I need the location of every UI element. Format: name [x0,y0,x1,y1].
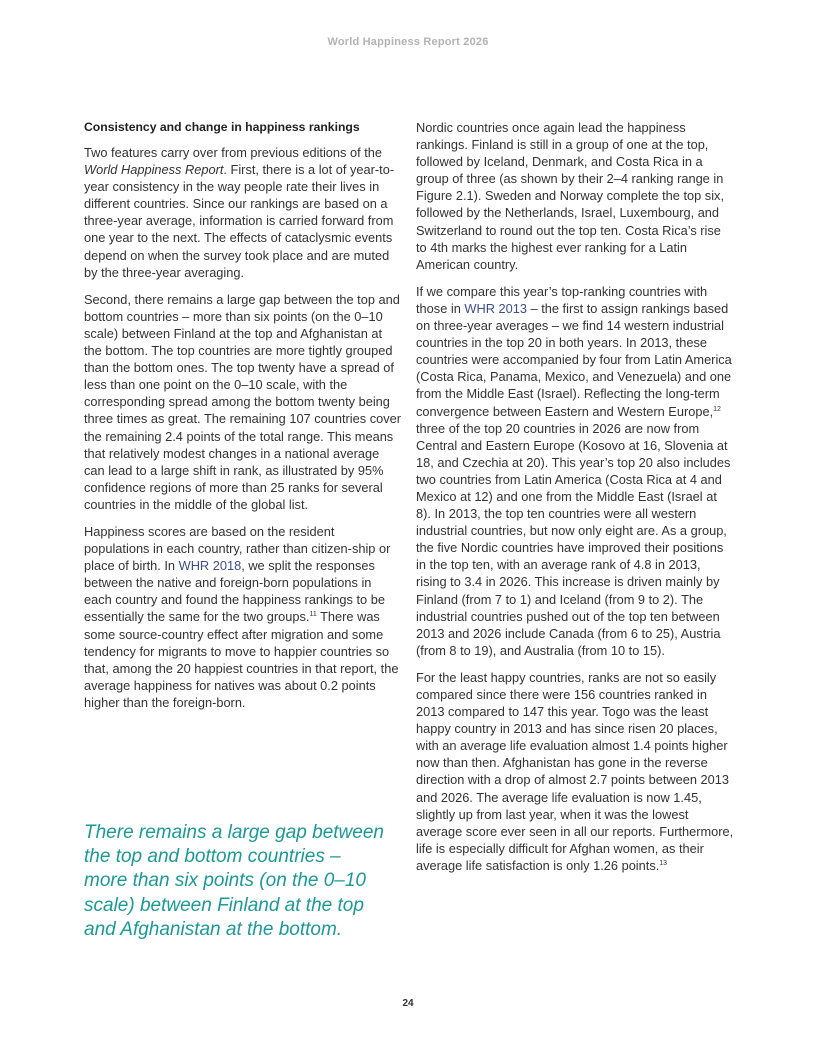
paragraph-5-text-cont: three of the top 20 countries in 2026 are now from Central and Eastern Europe (Kosovo at 16, Slovenia at 18, and Czechia at 20). This year’s top 20 also includes two countries from Latin America (Costa Rica at 4 and Mexico at 12) and one from the Middle East (Israel at 8). In 2013, the top ten countries were all western industrial countries, but now only eight are. As a group, the five Nordic countries have improved their positions in the top ten, with an average rank of 4.8 in 2013, rising to 3.4 in 2026. This increase is driven mainly by Finland (from 7 to 1) and Iceland (from 9 to 2). The industrial countries pushed out of the top ten between 2013 and 2026 include Canada (from 6 to 25), Austria (from 8 to 19), and Australia (from 10 to 15). [416,420,731,658]
paragraph-3-text-mid: , we split the responses between the native and foreign-born populations in each country and found the happiness rankings to be essentially the same for the two groups. [84,558,385,625]
report-title-italic: World Happiness Report [84,162,224,178]
paragraph-4: Nordic countries once again lead the happiness rankings. Finland is still in a group of one at the top, followed by Iceland, Denmark, and Costa Rica in a group of three (as shown by their 2–4 ranking range in Figure 2.1). Sweden and Norway complete the top six, followed by the Netherlands, Israel, Luxembourg, and Switzerland to round out the top ten. Costa Rica’s rise to 4th marks the highest ever ranking for a Latin American country. [416,120,724,272]
paragraph-5-text: If we compare this year’s top-ranking countries with those in [416,283,708,316]
paragraph-6-text: For the least happy countries, ranks are not so easily compared since there were 156 countries ranked in 2013 compared to 147 this year. Togo was the least happy country in 2013 and has since risen 20 places, with an average life evaluation almost 1.4 points higher now than then. Afghanistan has gone in the reverse direction with a drop of almost 2.7 points between 2013 and 2026. The average life evaluation is now 1.45, slightly up from last year, when it was the lowest average score ever seen in all our reports. Furthermore, life is especially difficult for Afghan women, as their average life satisfaction is only 1.26 points. [416,669,734,873]
paragraph-5 [416,283,734,659]
left-column [84,119,402,721]
paragraph-5-text-mid: – the first to assign rankings based on three-year averages – we find 14 western industrial countries in the top 20 in both years. In 2013, these countries were accompanied by four from Latin America (Costa Rica, Panama, Mexico, and Venezuela) and one from the Middle East (Israel). Reflecting the long-term convergence between Eastern and Western Europe, [416,300,732,419]
footnote-ref-13[interactable]: 13 [659,859,668,867]
running-header: World Happiness Report 2026 [327,36,489,48]
footnote-ref-11[interactable]: 11 [309,611,317,619]
right-column [416,119,734,884]
paragraph-3-text: Happiness scores are based on the resident populations in each country, rather than citizen-ship or place of birth. In [84,523,391,574]
paragraph-1-text-cont: . First, there is a lot of year-to-year consistency in the way people rate their lives in different countries. Since our rankings are based on a three-year average, information is carried forward from one year to the next. The effects of cataclysmic events depend on when the survey took place and are muted by the three-year averaging. [84,162,395,280]
paragraph-1 [84,144,402,281]
footnote-ref-12[interactable]: 12 [713,405,721,413]
pull-quote: There remains a large gap between the top and bottom countries – more than six points (on the 0–10 scale) between Finland at the top and Afghanistan at the bottom. [84,822,384,940]
paragraph-2: Second, there remains a large gap between the top and bottom countries – more than six points (on the 0–10 scale) between Finland at the top and Afghanistan at the bottom. The top countries are more tightly grouped than the bottom ones. The top twenty have a spread of less than one point on the 0–10 scale, with the corresponding spread among the bottom twenty being three times as great. The remaining 107 countries cover the remaining 2.4 points of the total range. This means that relatively modest changes in a national average can lead to a large shift in rank, as illustrated by 95% confidence regions of more than 25 ranks for several countries in the middle of the global list. [84,291,402,512]
paragraph-3 [84,523,402,711]
paragraph-1-text: Two features carry over from previous editions of the [84,145,383,160]
paragraph-3-text-cont: There was some source-country effect after migration and some tendency for migrants to move to happier countries so that, among the 20 happiest countries in that report, the average happiness for natives was about 0.2 points higher than the foreign-born. [84,609,399,710]
whr-2018-link[interactable]: WHR 2018 [178,558,242,574]
whr-2013-link[interactable]: WHR 2013 [464,300,527,316]
section-heading: Consistency and change in happiness rankings [84,120,360,134]
page-number: 24 [402,998,414,1009]
paragraph-6 [416,669,734,874]
